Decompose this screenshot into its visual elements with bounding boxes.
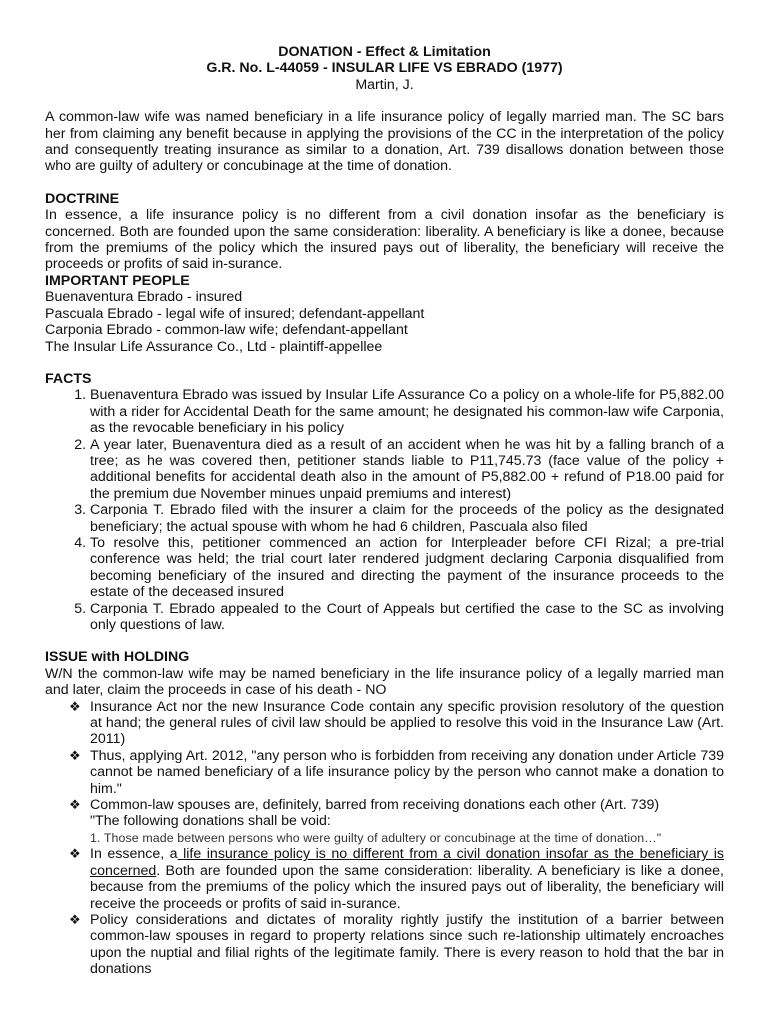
quote-subitem: 1. Those made between persons who were guilty of adultery or concubinage at the time of donation…" bbox=[90, 830, 662, 845]
doctrine-heading: DOCTRINE bbox=[45, 190, 120, 207]
case-summary: A common-law wife was named beneficiary in a life insurance policy of legally married man. The SC bars her from claiming any benefit because in applying the provisions of the CC in the interpretation of the policy and consequently treating insurance as similar to a donation, Art. 739 disallows donation between those who are guilty of adultery or concubinage at the time of donation. bbox=[45, 109, 724, 175]
holding-text: Thus, applying Art. 2012, "any person who is forbidden from receiving any donation under Article 739 cannot be named beneficiary of a life insurance policy by the person who cannot make a donation to him." bbox=[90, 747, 724, 797]
diamond-bullet-icon: ❖ bbox=[69, 846, 81, 862]
holding-item bbox=[69, 797, 724, 846]
holding-item bbox=[69, 747, 724, 797]
case-title: G.R. No. L-44059 - INSULAR LIFE VS EBRADO (1977) bbox=[206, 60, 563, 77]
holding-text: Policy considerations and dictates of morality rightly justify the institution of a barrier between common-law spouses in regard to property relations since such re-lationship ultimately encroaches upon the nuptial and filial rights of the legitimate family. There is every reason to hold that the bar in donations bbox=[90, 911, 724, 978]
facts-heading: FACTS bbox=[45, 370, 92, 387]
facts-list bbox=[45, 387, 724, 633]
diamond-bullet-icon: ❖ bbox=[69, 911, 81, 927]
holding-text: Insurance Act nor the new Insurance Code contain any specific provision resolutory of the question at hand; the general rules of civil law should be applied to resolve this void in the Insurance Law (Art. 2011) bbox=[90, 698, 724, 748]
quote-intro: "The following donations shall be void: bbox=[90, 813, 331, 830]
ponente: Martin, J. bbox=[355, 76, 414, 93]
person-item: Pascuala Ebrado - legal wife of insured; defendant-appellant bbox=[45, 305, 425, 322]
people-heading: IMPORTANT PEOPLE bbox=[45, 272, 190, 289]
person-item: The Insular Life Assurance Co., Ltd - plaintiff-appellee bbox=[45, 338, 383, 355]
fact-item: 2. A year later, Buenaventura died as a result of an accident when he was hit by a falling branch of a tree; as he was covered then, petitioner stands liable to P11,745.73 (face value of the policy + additional benefits for accidental death also in the amount of P5,882.00 + refund of P18.00 paid for the premium due November minues unpaid premiums and interest) bbox=[90, 437, 724, 503]
underlined-doctrine: life insurance policy is no different from a civil donation insofar as the beneficiary is concerned bbox=[90, 846, 724, 879]
fact-item: 3. Carponia T. Ebrado filed with the insurer a claim for the proceeds of the policy as the designated beneficiary; the actual spouse with whom he had 6 children, Pascuala also filed bbox=[90, 502, 724, 535]
doctrine-text: In essence, a life insurance policy is no different from a civil donation insofar as the beneficiary is concerned. Both are founded upon the same consideration: liberality. A beneficiary is like a donee, because from the premiums of the policy which the insured pays out of liberality, the beneficiary will receive the proceeds or profits of said in-surance. bbox=[45, 207, 724, 273]
holding-list bbox=[45, 699, 724, 978]
person-item: Buenaventura Ebrado - insured bbox=[45, 289, 243, 306]
holding-item bbox=[69, 698, 724, 748]
holding-item bbox=[69, 846, 724, 912]
document-header bbox=[45, 44, 724, 93]
diamond-bullet-icon: ❖ bbox=[69, 698, 81, 714]
doc-title: DONATION - Effect & Limitation bbox=[278, 44, 491, 60]
holding-text-pre: In essence, a bbox=[90, 846, 178, 863]
diamond-bullet-icon: ❖ bbox=[69, 747, 81, 763]
person-item: Carponia Ebrado - common-law wife; defendant-appellant bbox=[45, 322, 408, 339]
issue-question: W/N the common-law wife may be named beneficiary in the life insurance policy of a legally married man and later, claim the proceeds in case of his death - NO bbox=[45, 665, 724, 699]
fact-item: 5. Carponia T. Ebrado appealed to the Court of Appeals but certified the case to the SC as involving only questions of law. bbox=[90, 601, 724, 634]
fact-item: 1. Buenaventura Ebrado was issued by Insular Life Assurance Co a policy on a whole-life for P5,882.00 with a rider for Accidental Death for the same amount; he designated his common-law wife Carponia, as the revocable beneficiary in his policy bbox=[90, 387, 724, 436]
holding-text-post: . Both are founded upon the same consideration: liberality. A beneficiary is like a donee, because from the premiums of the policy which the insured pays out of liberality, the beneficiary will receive the proceeds or profits of said in-surance. bbox=[90, 862, 724, 912]
fact-item: 4. To resolve this, petitioner commenced an action for Interpleader before CFI Rizal; a pre-trial conference was held; the trial court later rendered judgment declaring Carponia disqualified from becoming beneficiary of the insured and directing the payment of the insurance proceeds to the estate of the deceased insured bbox=[90, 535, 724, 601]
diamond-bullet-icon: ❖ bbox=[69, 797, 81, 813]
issue-heading: ISSUE with HOLDING bbox=[45, 649, 190, 666]
people-list bbox=[45, 289, 724, 355]
holding-item bbox=[69, 911, 724, 978]
holding-text: Common-law spouses are, definitely, barred from receiving donations each other (Art. 739) bbox=[90, 797, 660, 814]
